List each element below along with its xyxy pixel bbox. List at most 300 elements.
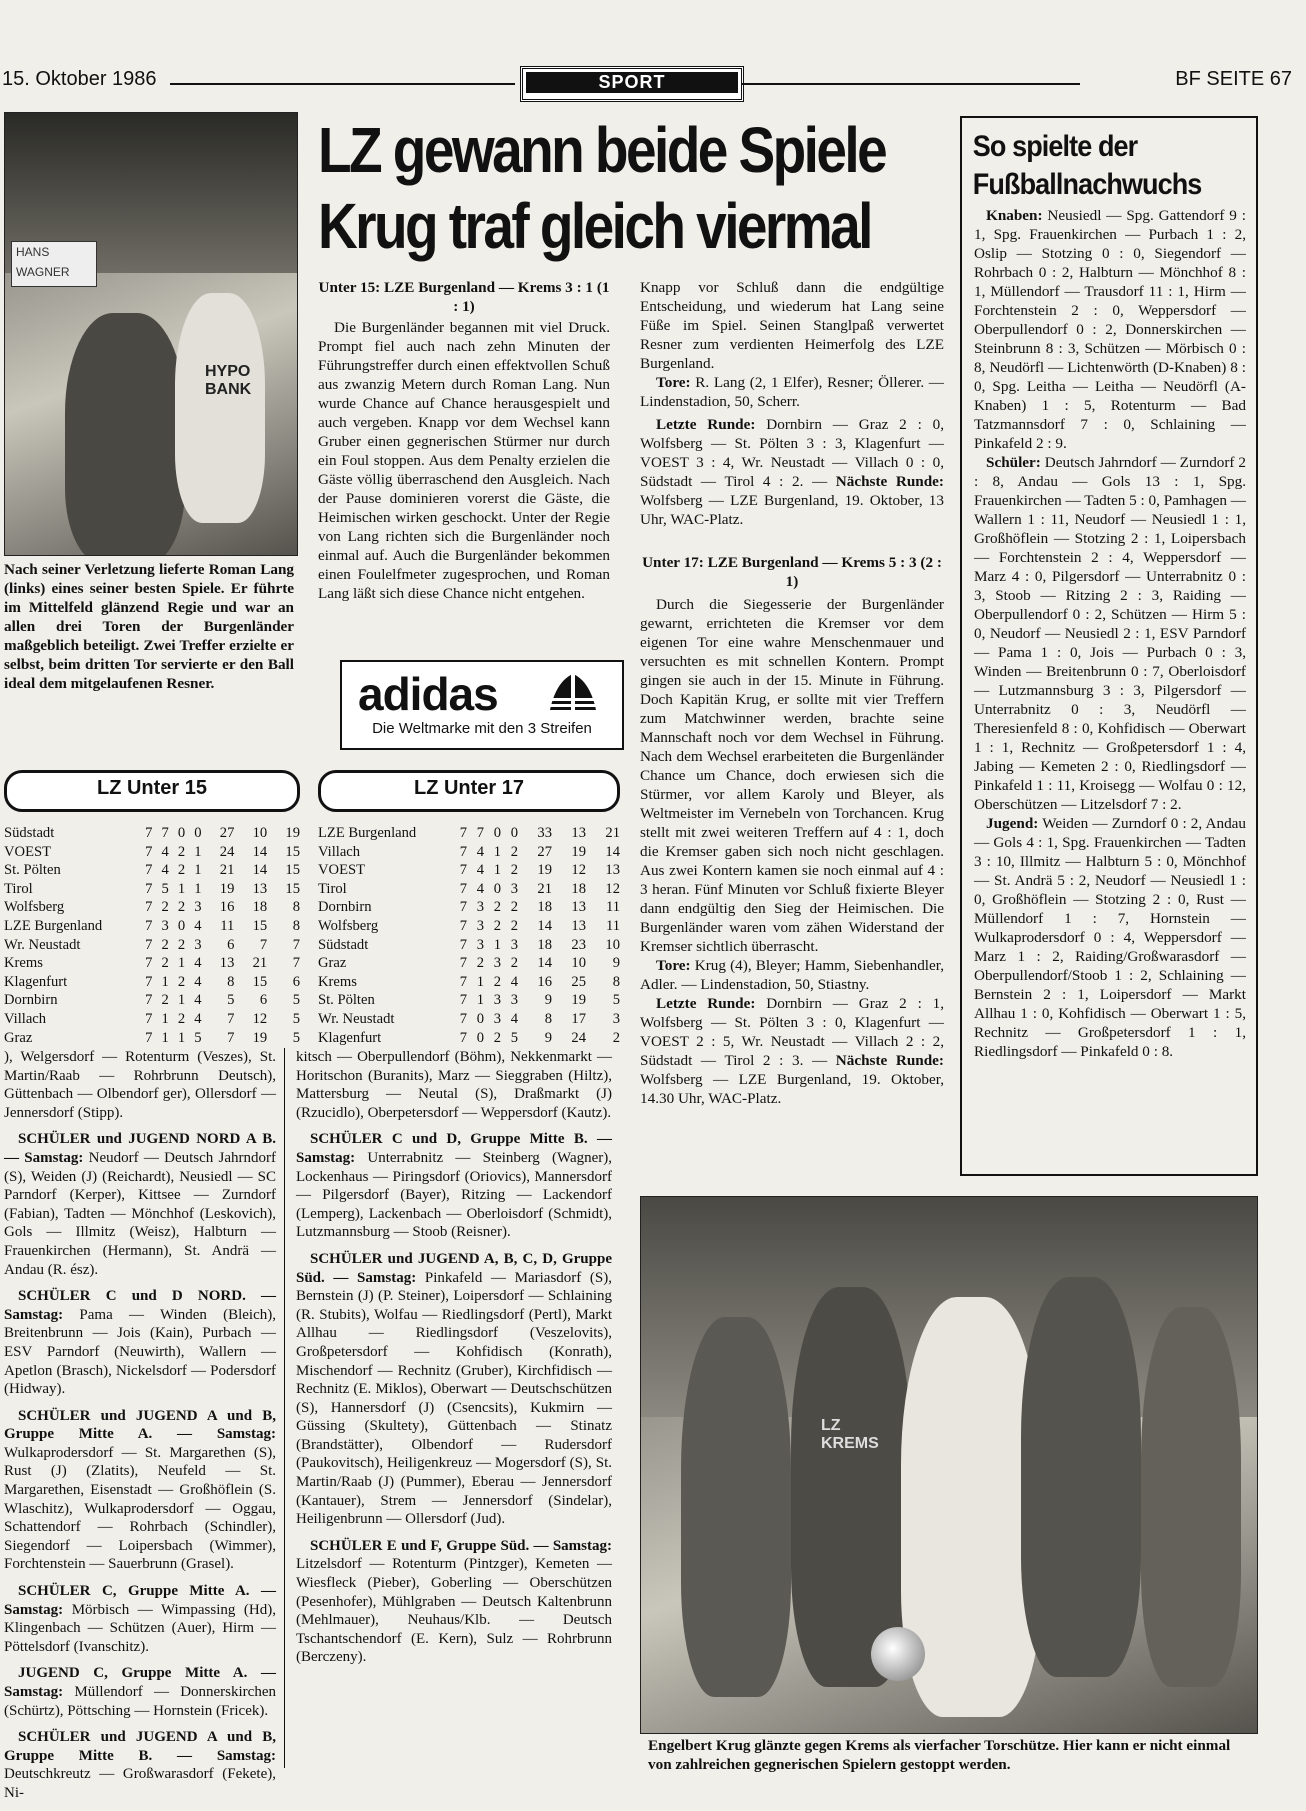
stat-cell: 25 (571, 973, 586, 990)
stat-cell: 7 (459, 880, 467, 897)
stat-cell: 7 (227, 1029, 235, 1046)
stat-cell: 19 (571, 992, 586, 1009)
jersey-text: LZ KREMS (821, 1417, 879, 1452)
team-name: Graz (4, 1029, 33, 1046)
u15-body-cont: Knapp vor Schluß dann die endgültige Entscheidung, und wiederum hat Lang seine Füße im Spiel. Seinen Stanglpaß verwertet Resner zum verdienten Heimerfolg des LZE Burgenland. (640, 279, 944, 372)
stat-cell: 3 (476, 917, 484, 934)
header-rule-left (170, 83, 515, 85)
standings-row (4, 880, 300, 899)
team-name: VOEST (4, 843, 52, 860)
u17-next-label: Nächste Runde: (835, 1052, 944, 1069)
stat-cell: 3 (476, 936, 484, 953)
stat-cell: 7 (459, 1029, 467, 1046)
u15-next: Wolfsberg — LZE Burgenland, 19. Oktober, 13 Uhr, WAC-Platz. (640, 492, 944, 528)
stat-cell: 16 (219, 899, 235, 916)
stat-cell: 2 (177, 899, 186, 916)
stat-cell: 7 (459, 992, 467, 1009)
stat-cell: 2 (161, 992, 169, 1009)
u17-heading: Unter 17: LZE Burgenland — Krems 5 : 3 (2 : 1) (642, 554, 942, 590)
stat-cell: 5 (510, 1029, 518, 1046)
team-name: Wr. Neustadt (4, 936, 81, 953)
stat-cell: 13 (571, 917, 586, 934)
stat-cell: 3 (510, 936, 518, 953)
stat-cell: 7 (145, 955, 153, 972)
adidas-ad (340, 660, 624, 750)
stat-cell: 21 (537, 880, 552, 897)
stat-cell: 4 (476, 843, 484, 860)
stat-cell: 7 (145, 880, 153, 897)
team-name: St. Pölten (4, 862, 61, 879)
team-name: VOEST (318, 862, 366, 879)
stat-cell: 6 (227, 936, 235, 953)
stat-cell: 5 (292, 1029, 300, 1046)
fixture-paragraph (4, 1407, 276, 1574)
stat-cell: 2 (177, 843, 186, 860)
stat-cell: 3 (493, 1010, 501, 1027)
stat-cell: 3 (476, 899, 484, 916)
u15-last-label: Letzte Runde: (656, 416, 756, 433)
u15-next-label: Nächste Runde: (835, 473, 944, 490)
stat-cell: 10 (252, 825, 268, 841)
fixture-paragraph (4, 1582, 276, 1656)
team-name: Wolfsberg (318, 917, 379, 934)
ad-board-left: HANS WAGNER (11, 241, 97, 287)
fixture-group-label: JUGEND C, Gruppe Mitte A. — Samstag: (4, 1665, 276, 1700)
stat-cell: 21 (605, 825, 620, 841)
stat-cell: 7 (476, 825, 484, 841)
standings-row (4, 936, 300, 955)
team-name: Südstadt (4, 825, 55, 841)
stat-cell: 7 (145, 917, 153, 934)
stat-cell: 19 (537, 862, 552, 879)
team-name: Krems (318, 973, 357, 990)
stat-cell: 15 (285, 862, 300, 879)
stat-cell: 14 (605, 843, 620, 860)
fixture-text: Müllendorf — Donnerskirchen (Schürtz), Pöttsching — Hornstein (Fricek). (4, 1684, 276, 1719)
u15-heading: Unter 15: LZE Burgenland — Krems 3 : 1 (1 : 1) (318, 279, 610, 315)
stat-cell: 7 (145, 1010, 153, 1027)
stat-cell: 2 (177, 1010, 186, 1027)
stat-cell: 1 (194, 880, 202, 897)
stat-cell: 1 (177, 992, 186, 1009)
fixture-paragraph (4, 1664, 276, 1720)
stat-cell: 2 (510, 899, 518, 916)
stat-cell: 2 (510, 917, 518, 934)
stat-cell: 1 (476, 992, 484, 1009)
stat-cell: 13 (571, 825, 586, 841)
team-name: LZE Burgenland (318, 825, 417, 841)
stat-cell: 18 (571, 880, 586, 897)
stat-cell: 0 (177, 917, 186, 934)
stat-cell: 7 (459, 955, 467, 972)
stat-cell: 1 (194, 843, 202, 860)
page-number: BF SEITE 67 (1175, 68, 1292, 90)
fixture-text: Litzelsdorf — Rotenturm (Pintzger), Kemeten — Wiesfleck (Pieber), Goberling — Oberschützen (Pesenhofer), Mühlgraben — Deutsch Kaltenbrunn (Mehlmauer), Neuhaus/Klb. — Deutsch Tschantschendorf (E. Kern), Sulz — Rohrbrunn (Berczeny). (296, 1556, 612, 1666)
stat-cell: 2 (510, 862, 518, 879)
stat-cell: 2 (493, 899, 501, 916)
player-figure-1 (681, 1317, 791, 1697)
stat-cell: 7 (145, 992, 153, 1009)
standings-row (4, 1029, 300, 1048)
stat-cell: 1 (177, 955, 186, 972)
stat-cell: 0 (476, 1029, 484, 1046)
stat-cell: 18 (537, 899, 552, 916)
u17-next: Wolfsberg — LZE Burgenland, 19. Oktober, 14.30 Uhr, WAC-Platz. (640, 1071, 944, 1107)
stat-cell: 1 (476, 973, 484, 990)
fixture-text: Neudorf — Deutsch Jahrndorf (S), Weiden (J) (Reichardt), Neusiedl — SC Parndorf (Kerper), Kittsee — Zurndorf (Fabian), Tadten — Mönchhof (Leskovich), Gols — Illmitz (Weisz), Halbturn — Frauenkirchen (Hermann), St. Andrä — Andau (R. ész). (4, 1149, 276, 1278)
headline-line-1: LZ gewann beide Spiele (318, 114, 886, 186)
fixture-paragraph (296, 1130, 612, 1242)
stat-cell: 0 (476, 1010, 484, 1027)
stat-cell: 7 (459, 825, 467, 841)
team-name: Tirol (318, 880, 347, 897)
standings-row (318, 936, 620, 955)
article-col3 (640, 278, 944, 1108)
standings-row (318, 843, 620, 862)
stat-cell: 8 (227, 973, 235, 990)
stat-cell: 7 (145, 862, 153, 879)
player-figure-left (65, 313, 185, 556)
section-label (520, 66, 744, 102)
fixtures-left-column (4, 1048, 276, 1811)
stat-cell: 7 (145, 825, 153, 841)
stat-cell: 19 (285, 825, 300, 841)
standings-u15-title: LZ Unter 15 (4, 770, 300, 812)
stat-cell: 13 (605, 862, 620, 879)
stat-cell: 7 (145, 936, 153, 953)
fixture-group-label: SCHÜLER C, Gruppe Mitte A. — Samstag: (4, 1583, 276, 1618)
fixture-group-label: SCHÜLER E und F, Gruppe Süd. — Samstag: (310, 1537, 612, 1554)
fixture-paragraph (4, 1728, 276, 1802)
standings-row (318, 1029, 620, 1048)
stat-cell: 5 (612, 992, 620, 1009)
trefoil-icon (538, 670, 608, 716)
stat-cell: 0 (194, 825, 202, 841)
stat-cell: 7 (145, 1029, 153, 1046)
fixture-text: Wulkaprodersdorf — St. Margarethen (S), Rust (J) (Zlatits), Neufeld — St. Margarethen, Eisenstadt — Großhöflein (S. Wlaschitz), Wulkaprodersdorf — Oggau, Schattendorf — Rohrbach (Schindler), Siegendorf — Loipersbach (Wimmer), Forchtenstein — Sauerbrunn (Grasel). (4, 1444, 276, 1573)
stat-cell: 21 (252, 955, 268, 972)
fixture-group-label: SCHÜLER und JUGEND NORD A B. — Samstag: (4, 1131, 276, 1166)
stat-cell: 19 (219, 880, 235, 897)
stat-cell: 15 (285, 880, 300, 897)
stat-cell: 19 (252, 1029, 268, 1046)
stat-cell: 12 (605, 880, 620, 897)
team-name: St. Pölten (318, 992, 375, 1009)
stat-cell: 4 (194, 1010, 202, 1027)
stat-cell: 2 (161, 899, 169, 916)
stat-cell: 5 (161, 880, 169, 897)
photo-top-caption: Nach seiner Verletzung lieferte Roman Lang (links) eines seiner besten Spiele. Er führte im Mittelfeld glänzend Regie und war an allen drei Toren der Burgenländer maßgeblich beteiligt. Zwei Treffer erzielte er selbst, beim dritten Tor servierte er den Ball ideal dem mitgelaufenen Resner. (4, 561, 294, 692)
stat-cell: 14 (252, 843, 268, 860)
stat-cell: 12 (571, 862, 586, 879)
section-label-text: SPORT (526, 72, 738, 93)
team-name: Klagenfurt (4, 973, 68, 990)
stat-cell: 2 (493, 917, 501, 934)
u17-tore: Krug (4), Bleyer; Hamm, Siebenhandler, Adler. — Lindenstadion, 50, Stiastny. (640, 957, 944, 993)
stat-cell: 7 (459, 899, 467, 916)
stat-cell: 2 (177, 862, 186, 879)
stat-cell: 8 (544, 1010, 552, 1027)
standings-u17-title: LZ Unter 17 (318, 770, 620, 812)
adidas-tagline: Die Weltmarke mit den 3 Streifen (372, 720, 592, 737)
stat-cell: 2 (493, 973, 501, 990)
stat-cell: 24 (219, 843, 235, 860)
fixture-text: Pama — Winden (Bleich), Breitenbrunn — Jois (Kain), Purbach — ESV Parndorf (Neuwirth), Wallern — Apetlon (Brasch), Nickelsdorf — Podersdorf (Hidway). (4, 1306, 276, 1398)
photo-roman-lang (4, 112, 298, 556)
standings-u17-table (318, 824, 620, 1047)
stat-cell: 2 (161, 955, 169, 972)
stat-cell: 0 (177, 825, 186, 841)
fixture-paragraph (4, 1048, 276, 1122)
stat-cell: 3 (510, 880, 518, 897)
photo-engelbert-krug (640, 1196, 1258, 1734)
standings-u17 (318, 770, 620, 1047)
u15-tore-label: Tore: (656, 374, 691, 391)
standings-u15-table (4, 824, 300, 1047)
team-name: Tirol (4, 880, 33, 897)
stat-cell: 12 (252, 1010, 268, 1027)
standings-row (4, 861, 300, 880)
sidebar-title: So spielte der Fußballnachwuchs (972, 130, 1202, 201)
team-name: Südstadt (318, 936, 369, 953)
stat-cell: 7 (292, 955, 300, 972)
fixtures-middle-column (296, 1048, 612, 1675)
stat-cell: 14 (537, 917, 552, 934)
fixture-text: Pinkafeld — Mariasdorf (S), Bernstein (J) (P. Steiner), Loipersdorf — Schlaining (R. Stubits), Wolfau — Riedlingsdorf (Pertl), Markt Allhau — Riedlingsdorf (Veszelovits), Großpetersdorf — Kohfidisch (Konrath), Mischendorf — Rechnitz (Gruber), Kirchfidisch — Rechnitz (E. Miklos), Oberwart — Deutschschützen (S), Hannersdorf (J) (Csencsits), Kukmirn — Güssing (Skultety), Güttenbach — Stinatz (Brandstätter), Olbendorf — Rudersdorf (Paukovitsch), Heiligenkreuz — Mogersdorf (S), St. Martin/Raab (J) (Pummer), Eberau — Jennersdorf (Kantauer), Strem — Jennersdorf (Sindelar), Heiligenbrunn — Ollersdorf (Jud). (296, 1269, 612, 1528)
standings-row (4, 1010, 300, 1029)
standings-row (4, 898, 300, 917)
stat-cell: 17 (571, 1010, 586, 1027)
stat-cell: 19 (571, 843, 586, 860)
standings-row (318, 1010, 620, 1029)
stat-cell: 7 (227, 1010, 235, 1027)
team-name: LZE Burgenland (4, 917, 103, 934)
stat-cell: 2 (493, 1029, 501, 1046)
adidas-logo: adidas (358, 668, 498, 720)
stat-cell: 2 (177, 973, 186, 990)
photo-bottom-caption: Engelbert Krug glänzte gegen Krems als vierfacher Torschütze. Hier kann er nicht einmal von zahlreichen gegnerischen Spielern gestoppt werden. (648, 1737, 1231, 1773)
stat-cell: 4 (510, 1010, 518, 1027)
stat-cell: 4 (161, 862, 169, 879)
article-u15 (318, 278, 610, 603)
stat-cell: 7 (161, 825, 169, 841)
team-name: Graz (318, 955, 347, 972)
stat-cell: 4 (194, 955, 202, 972)
stat-cell: 9 (612, 955, 620, 972)
headline-line-2: Krug traf gleich viermal (318, 190, 871, 262)
fixture-group-label: SCHÜLER und JUGEND A und B, Gruppe Mitte B. — Samstag: (4, 1729, 276, 1764)
issue-date: 15. Oktober 1986 (2, 68, 157, 90)
stat-cell: 15 (285, 843, 300, 860)
standings-row (318, 898, 620, 917)
fixture-group-label: SCHÜLER und JUGEND A und B, Gruppe Mitte A. — Samstag: (4, 1407, 276, 1443)
stat-cell: 8 (292, 917, 300, 934)
stat-cell: 7 (459, 917, 467, 934)
stat-cell: 1 (177, 1029, 186, 1046)
stat-cell: 8 (612, 973, 620, 990)
stat-cell: 7 (459, 973, 467, 990)
stat-cell: 23 (571, 936, 586, 953)
stat-cell: 1 (161, 973, 169, 990)
stat-cell: 3 (493, 955, 501, 972)
stat-cell: 27 (219, 825, 235, 841)
stat-cell: 27 (537, 843, 552, 860)
stat-cell: 11 (605, 899, 620, 916)
u17-body: Durch die Siegesserie der Burgenländer gewarnt, errichteten die Kremser vor dem eigenen Tor eine wahre Menschenmauer und versuchten es mit schnellen Kontern. Prompt gingen sie auch in der 15. Minute in Führung. Doch Kapitän Krug, er sollte mit vier Treffern zum Matchwinner werden, brachte seine Mannschaft noch vor dem Wechsel in Führung. Nach dem Wechsel erarbeiteten die Burgenländer Chance um Chance, doch erwiesen sich die Stürmer, vor allem Karoly und Bleyer, als Weltmeister im Vernebeln von Torchancen. Krug stellt mit zwei weiteren Treffern auf 4 : 1, doch die Kremser gaben sich noch nicht geschlagen. Aus zwei Kontern kamen sie noch einmal auf 4 : 3 heran. Fünf Minuten vor Schluß fixierte Bleyer dann endgültig den Sieg der Heimischen. Die Burgenländer waren vom zähen Widerstand der Kremser sichtlich überrascht. (640, 596, 944, 955)
stat-cell: 2 (177, 936, 186, 953)
team-name: Dornbirn (4, 992, 58, 1009)
stat-cell: 33 (537, 825, 552, 841)
standings-row (318, 880, 620, 899)
fixture-text: Deutschkreutz — Großwarasdorf (Fekete), Ni- (4, 1766, 276, 1801)
standings-u15 (4, 770, 300, 1047)
stat-cell: 18 (537, 936, 552, 953)
stat-cell: 6 (292, 973, 300, 990)
stat-cell: 4 (194, 992, 202, 1009)
player-figure-4 (1141, 1307, 1241, 1687)
stat-cell: 5 (292, 1010, 300, 1027)
stat-cell: 9 (544, 1029, 552, 1046)
u17-tore-label: Tore: (656, 957, 691, 974)
stat-cell: 7 (459, 862, 467, 879)
stat-cell: 7 (459, 843, 467, 860)
stat-cell: 0 (493, 880, 501, 897)
standings-row (318, 991, 620, 1010)
standings-row (318, 917, 620, 936)
team-name: Villach (4, 1010, 47, 1027)
player-figure-3 (1021, 1277, 1141, 1677)
stat-cell: 1 (161, 1029, 169, 1046)
fixture-group-label: SCHÜLER C und D, Gruppe Mitte B. — Samstag: (296, 1131, 612, 1166)
team-name: Klagenfurt (318, 1029, 382, 1046)
stat-cell: 9 (544, 992, 552, 1009)
sidebar-results (962, 204, 1256, 1061)
standings-row (318, 954, 620, 973)
stat-cell: 4 (510, 973, 518, 990)
fixture-text: ), Welgersdorf — Rotenturm (Veszes), St. Martin/Raab — Rohrbrunn Deutsch), Güttenbach — Olbendorf ger), Ollersdorf — Jennersdorf (Stipp). (4, 1049, 276, 1121)
fixture-paragraph (296, 1537, 612, 1667)
team-name: Dornbirn (318, 899, 372, 916)
standings-row (318, 824, 620, 843)
fixture-paragraph (4, 1130, 276, 1279)
stat-cell: 16 (537, 973, 552, 990)
u15-body: Die Burgenländer begannen mit viel Druck. Prompt fiel auch nach zehn Minuten der Führungstreffer durch einen effektvollen Schuß aus zwanzig Metern durch Roman Lang. Nun wurde Chance auf Chance herausgespielt und auch vergeben. Knapp vor dem Wechsel kann Gruber einen gegnerischen Stürmer nur durch ein Foul stoppen. Aus dem Penalty erzielen die Gäste völlig überraschend den Ausgleich. Nach der Pause dominieren vorerst die Gäste, die Heimischen wirken geschockt. Unter der Regie von Lang richten sich die Burgenländer noch einmal auf. Auch die Burgenländer bekommen einen Foulelfmeter zugesprochen, und Roman Lang läßt sich diese Chance nicht entgehen. (318, 319, 610, 602)
stat-cell: 4 (161, 843, 169, 860)
fixture-group-label: SCHÜLER C und D NORD. — Samstag: (4, 1288, 276, 1323)
stat-cell: 1 (194, 862, 202, 879)
stat-cell: 5 (292, 992, 300, 1009)
standings-row (318, 973, 620, 992)
stat-cell: 1 (493, 862, 501, 879)
stat-cell: 15 (252, 973, 268, 990)
stat-cell: 6 (259, 992, 268, 1009)
u17-last: Dornbirn — Graz 2 : 1, Wolfsberg — St. Pölten 3 : 0, Klagenfurt — VOEST 2 : 5, Wr. Neustadt — Villach 2 : 2, Südstadt — Tirol 2 : 3. — (640, 995, 945, 1069)
stat-cell: 3 (510, 992, 518, 1009)
team-name: Krems (4, 955, 43, 972)
standings-row (4, 954, 300, 973)
stat-cell: 11 (220, 917, 235, 934)
stat-cell: 5 (227, 992, 235, 1009)
stat-cell: 2 (612, 1029, 620, 1046)
u15-tore: R. Lang (2, 1 Elfer), Resner; Öllerer. — Lindenstadion, 50, Scherr. (640, 374, 944, 410)
stat-cell: 3 (194, 936, 202, 953)
stat-cell: 4 (476, 880, 484, 897)
stat-cell: 11 (605, 917, 620, 934)
stat-cell: 14 (252, 862, 268, 879)
stat-cell: 2 (476, 955, 484, 972)
knaben-results: Neusiedl — Spg. Gattendorf 9 : 1, Spg. Frauenkirchen — Purbach 1 : 2, Oslip — Stotzing 0 : 0, Siegendorf — Rohrbach 0 : 2, Halbturn — Mönchhof 8 : 1, Müllendorf — Trausdorf 11 : 1, Hirm — Forchtenstein 2 : 0, Weppersdorf — Oberpullendorf 0 : 2, Donnerskirchen — Steinbrunn 8 : 3, Schützen — Mörbisch 0 : 8, Neudörfl — Lichtenwörth (D-Knaben) 8 : 0, Spg. Leitha — Leitha — Neudörfl (A-Knaben) 1 : 5, Rotenturm — Bad Tatzmannsdorf 7 : 0, Schlaining — Pinkafeld 2 : 9. (974, 207, 1246, 452)
stat-cell: 3 (194, 899, 202, 916)
jugend-results: Weiden — Zurndorf 0 : 2, Andau — Gols 4 : 1, Spg. Frauenkirchen — Tadten 3 : 10, Illmitz — Halbturn 5 : 0, Mönchhof — St. Andrä 5 : 2, Neudorf — Neusiedl 1 : 0, Großhöflein — Stotzing 2 : 0, Rust — Müllendorf 1 : 7, Hornstein — Wulkaprodersdorf 0 : 4, Weppersdorf — Marz 1 : 2, Raiding/Großwarasdorf — Oberpullendorf/Stoob 1 : 2, Schlaining — Bernstein 2 : 1, Loipersdorf — Markt Allhau 1 : 0, Kohfidisch — Oberwart 1 : 5, Rechnitz — Großpetersdorf 1 : 1, Riedlingsdorf — Pinkafeld 0 : 8. (974, 815, 1247, 1060)
standings-row (4, 973, 300, 992)
ball-icon (871, 1627, 925, 1681)
stat-cell: 5 (194, 1029, 202, 1046)
headline (318, 112, 886, 264)
stat-cell: 3 (612, 1010, 620, 1027)
stat-cell: 7 (145, 899, 153, 916)
stat-cell: 1 (161, 1010, 169, 1027)
fixture-text: Unterrabnitz — Steinberg (Wagner), Lockenhaus — Piringsdorf (Oriovics), Mannersdorf — Pilgersdorf (Bayer), Ritzing — Lackendorf (Lemperg), Lackenbach — Oberloisdorf (Schmidt), Lutzmannsburg — Stoob (Reisner). (296, 1149, 612, 1241)
stat-cell: 8 (292, 899, 300, 916)
stat-cell: 2 (510, 955, 518, 972)
stat-cell: 4 (194, 973, 202, 990)
header-rule-right (742, 83, 1080, 85)
team-name: Wolfsberg (4, 899, 65, 916)
fixture-paragraph (296, 1048, 612, 1122)
stat-cell: 10 (571, 955, 586, 972)
team-name: Wr. Neustadt (318, 1010, 395, 1027)
stat-cell: 7 (292, 936, 300, 953)
knaben-label: Knaben: (986, 207, 1043, 224)
stat-cell: 4 (194, 917, 202, 934)
fixture-paragraph (296, 1250, 612, 1529)
stat-cell: 15 (252, 917, 268, 934)
stat-cell: 0 (510, 825, 518, 841)
fixture-text: kitsch — Oberpullendorf (Böhm), Nekkenmarkt — Horitschon (Buranits), Marz — Sieggraben (Hiltz), Mattersburg — Neutal (S), Draßmarkt (J) (Rzucidlo), Oberpetersdorf — Weppersdorf (Kautz). (296, 1049, 612, 1121)
stat-cell: 2 (510, 843, 518, 860)
stat-cell: 0 (493, 825, 501, 841)
stat-cell: 7 (259, 936, 268, 953)
stat-cell: 3 (493, 992, 501, 1009)
fixture-text: Mörbisch — Wimpassing (Hd), Klingenbach — Schützen (Auer), Hirm — Pöttelsdorf (Ivanschitz). (4, 1601, 276, 1655)
player-figure-right (175, 293, 265, 523)
stat-cell: 2 (161, 936, 169, 953)
stat-cell: 1 (177, 880, 186, 897)
stat-cell: 21 (219, 862, 235, 879)
team-name: Villach (318, 843, 361, 860)
schueler-label: Schüler: (986, 454, 1041, 471)
stat-cell: 7 (145, 843, 153, 860)
stat-cell: 14 (537, 955, 552, 972)
stat-cell: 4 (476, 862, 484, 879)
standings-row (4, 824, 300, 843)
stat-cell: 7 (459, 936, 467, 953)
stat-cell: 13 (252, 880, 268, 897)
stat-cell: 24 (571, 1029, 586, 1046)
stat-cell: 1 (493, 936, 501, 953)
standings-row (4, 991, 300, 1010)
stat-cell: 1 (493, 843, 501, 860)
stat-cell: 18 (252, 899, 268, 916)
u17-last-label: Letzte Runde: (656, 995, 756, 1012)
stat-cell: 13 (571, 899, 586, 916)
standings-row (318, 861, 620, 880)
stat-cell: 13 (219, 955, 235, 972)
standings-row (4, 917, 300, 936)
schueler-results: Deutsch Jahrndorf — Zurndorf 2 : 8, Andau — Gols 13 : 1, Spg. Frauenkirchen — Tadten 5 : 0, Pamhagen — Wallern 1 : 11, Neudorf — Neusiedl 1 : 1, Großhöflein — Stotzing 2 : 1, Loipersbach — Forchtenstein 2 : 4, Weppersdorf — Marz 4 : 0, Pilgersdorf — Unterrabnitz 0 : 3, Stoob — Ritzing 2 : 3, Raiding — Oberpullendorf 0 : 2, Schützen — Hirm 5 : 0, Neudorf — Neusiedl 2 : 1, ESV Parndorf — Pama 1 : 0, Jois — Purbach 0 : 3, Winden — Breitenbrunn 0 : 7, Oberloisdorf — Lutzmannsburg 3 : 3, Pilgersdorf — Unterrabnitz 0 : 3, Neudörfl — Theresienfeld 8 : 0, Kohfidisch — Oberwart 1 : 1, Rechnitz — Großpetersdorf 1 : 4, Jabing — Kemeten 2 : 0, Riedlingsdorf — Pinkafeld 1 : 11, Kroisegg — Wolfau 0 : 12, Oberschützen — Litzelsdorf 7 : 2. (974, 454, 1247, 813)
jersey-sponsor: HYPO BANK (205, 363, 252, 398)
stat-cell: 10 (605, 936, 620, 953)
